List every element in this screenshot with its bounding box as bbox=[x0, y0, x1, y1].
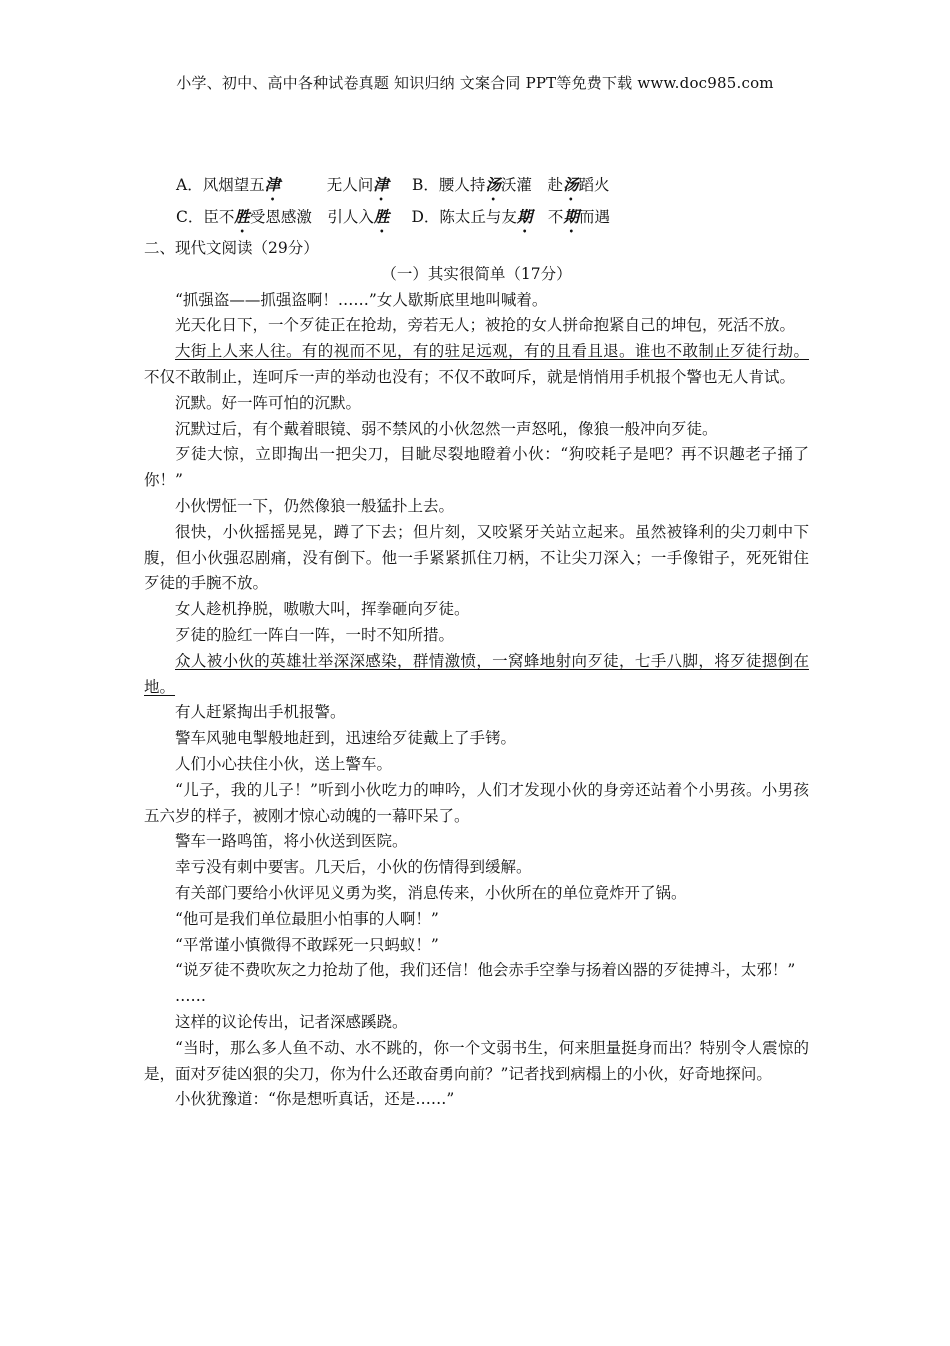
passage-title: （一）其实很简单（17分） bbox=[381, 264, 572, 283]
paragraph: 歹徒的脸红一阵白一阵，一时不知所措。 bbox=[175, 625, 455, 644]
paragraph: 有关部门要给小伙评见义勇为奖，消息传来，小伙所在的单位竟炸开了锅。 bbox=[175, 883, 687, 902]
paragraph: “他可是我们单位最胆小怕事的人啊！” bbox=[175, 909, 439, 928]
paragraph: 很快，小伙摇摇晃晃，蹲了下去；但片刻，又咬紧牙关站立起来。虽然被锋利的尖刀刺中下腹，但小伙强忍剧痛，没有倒下。他一手紧紧抓住刀柄，不让尖刀深入；一手像钳子，死死钳住歹徒的手腕不放。 bbox=[144, 522, 809, 593]
option-c: C．臣不胜受恩感激 引人入胜 bbox=[176, 207, 390, 226]
paragraph: 歹徒大惊，立即掏出一把尖刀，目眦尽裂地瞪着小伙：“狗咬耗子是吧？再不识趣老子捅了你！” bbox=[144, 445, 809, 490]
paragraph: 沉默。好一阵可怕的沉默。 bbox=[175, 393, 362, 412]
paragraph: “平常谨小慎微得不敢踩死一只蚂蚁！” bbox=[175, 935, 439, 954]
paragraph: 人们小心扶住小伙，送上警车。 bbox=[175, 754, 393, 773]
option-b: B．腰人持汤沃灌 赴汤蹈火 bbox=[412, 175, 610, 194]
paragraph: 警车风驰电掣般地赶到，迅速给歹徒戴上了手铐。 bbox=[175, 729, 517, 748]
underlined-sentence: 大街上人来人往。有的视而不见，有的驻足远观，有的且看且退。谁也不敢制止歹徒行劫。 bbox=[175, 342, 809, 361]
paragraph: 幸亏没有刺中要害。几天后，小伙的伤情得到缓解。 bbox=[175, 858, 532, 877]
paragraph: “当时，那么多人鱼不动、水不跳的，你一个文弱书生，何来胆量挺身而出？特别令人震惊的是，面对歹徒凶狠的尖刀，你为什么还敢奋勇向前？”记者找到病榻上的小伙，好奇地探问。 bbox=[144, 1038, 809, 1083]
paragraph: 光天化日下，一个歹徒正在抢劫，旁若无人；被抢的女人拼命抱紧自己的坤包，死活不放。 bbox=[175, 316, 796, 335]
options-row-cd bbox=[144, 204, 809, 236]
paragraph: 有人赶紧掏出手机报警。 bbox=[175, 703, 346, 722]
paragraph-underlined bbox=[144, 649, 809, 701]
section-title: 二、现代文阅读（29分） bbox=[144, 239, 319, 257]
paragraph: “说歹徒不费吹灰之力抢劫了他，我们还信！他会赤手空拳与扬着凶器的歹徒搏斗，太邪！” bbox=[175, 961, 796, 980]
paragraph: 这样的议论传出，记者深感蹊跷。 bbox=[175, 1012, 408, 1031]
options-row-ab bbox=[144, 172, 809, 204]
paragraph: 警车一路鸣笛，将小伙送到医院。 bbox=[175, 832, 408, 851]
option-d: D．陈太丘与友期 不期而遇 bbox=[411, 207, 610, 226]
paragraph: “儿子，我的儿子！”听到小伙吃力的呻吟，人们才发现小伙的身旁还站着个小男孩。小男孩五六岁的样子，被刚才惊心动魄的一幕吓呆了。 bbox=[144, 780, 809, 825]
paragraph: 小伙犹豫道：“你是想听真话，还是……” bbox=[175, 1090, 455, 1109]
page-header: 小学、初中、高中各种试卷真题 知识归纳 文案合同 PPT等免费下载 www.doc985.com bbox=[176, 74, 774, 92]
paragraph: 沉默过后，有个戴着眼镜、弱不禁风的小伙忽然一声怒吼，像狼一般冲向歹徒。 bbox=[175, 419, 718, 438]
paragraph: 女人趁机挣脱，嗷嗷大叫，挥拳砸向歹徒。 bbox=[175, 600, 470, 619]
underlined-sentence: 众人被小伙的英雄壮举深深感染，群情激愤，一窝蜂地射向歹徒，七手八脚，将歹徒摁倒在地。 bbox=[144, 651, 809, 696]
option-a: A．风烟望五津 无人问津 bbox=[176, 175, 389, 194]
ellipsis-line: …… bbox=[175, 987, 206, 1006]
paragraph: “抓强盗——抓强盗啊！……”女人歇斯底里地叫喊着。 bbox=[175, 290, 548, 309]
document-body bbox=[144, 172, 809, 1113]
paragraph-underlined: 大街上人来人往。有的视而不见，有的驻足远观，有的且看且退。谁也不敢制止歹徒行劫。不仅不敢制止，连呵斥一声的举动也没有；不仅不敢呵斥，就是悄悄用手机报个警也无人肯试。 bbox=[144, 342, 809, 386]
paragraph: 小伙愣怔一下，仍然像狼一般猛扑上去。 bbox=[175, 496, 455, 515]
